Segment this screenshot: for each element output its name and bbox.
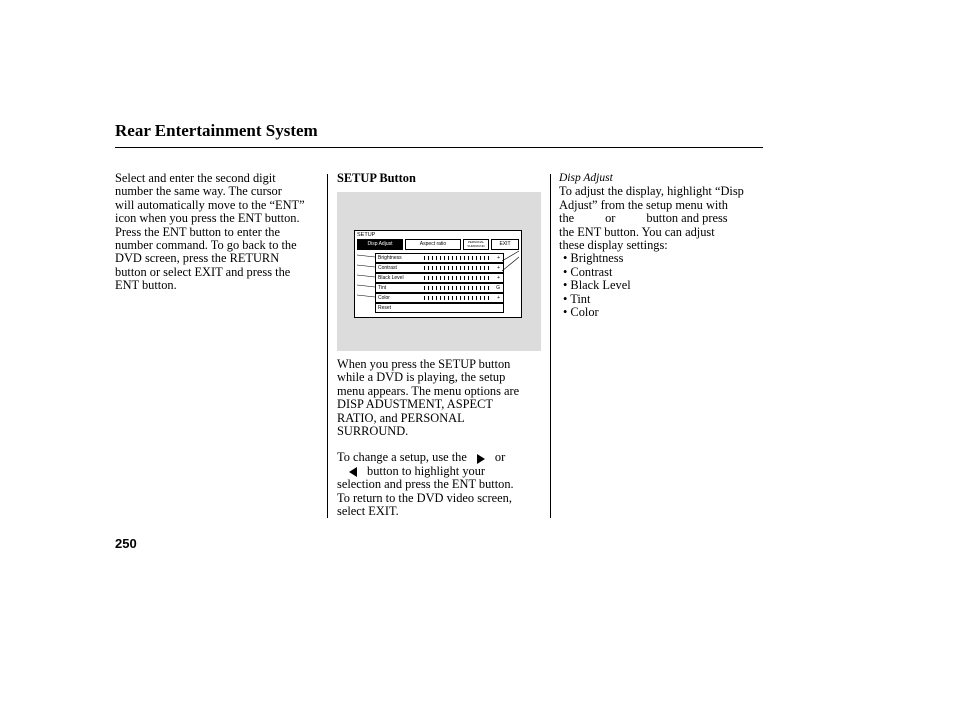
page-title: Rear Entertainment System — [115, 121, 318, 140]
leader-lines — [355, 231, 521, 317]
column-2-text — [337, 172, 545, 185]
tab-disp-adjust: Disp Adjust — [357, 239, 403, 250]
row-end: + — [497, 295, 500, 301]
text-line: SURROUND. — [337, 424, 409, 439]
left-arrow-icon — [349, 467, 357, 477]
row-end: + — [497, 265, 500, 271]
row-label: Brightness — [378, 255, 402, 261]
text-line: number command. To go back to the — [115, 238, 297, 253]
text-line: To adjust the display, highlight “Disp — [559, 184, 744, 199]
row-label: Black Level — [378, 275, 404, 281]
column-3-text — [559, 172, 764, 319]
row-label: Color — [378, 295, 390, 301]
row-label: Reset — [378, 305, 392, 311]
tab-aspect-ratio: Aspect ratio — [405, 239, 461, 250]
text-line: the or button and press — [559, 211, 728, 226]
text-run: or — [494, 450, 506, 465]
text-line: will automatically move to the “ENT” — [115, 197, 305, 212]
list-item: • Contrast — [563, 264, 613, 279]
row-end: + — [497, 255, 500, 261]
list-item: • Color — [563, 305, 599, 320]
setup-screen — [354, 230, 522, 318]
text-line: icon when you press the ENT button. — [115, 211, 300, 226]
text-line: the ENT button. You can adjust — [559, 224, 715, 239]
row-end: G — [496, 285, 500, 291]
row-label: Tint — [378, 285, 387, 291]
text-run: button to highlight your — [367, 463, 486, 478]
text-line: these display settings: — [559, 238, 668, 253]
text-line: while a DVD is playing, the setup — [337, 370, 506, 385]
right-arrow-icon — [477, 454, 485, 464]
row-label: Contrast — [378, 265, 397, 271]
screen-title: SETUP — [357, 232, 376, 238]
column-divider-1 — [327, 174, 328, 518]
text-line: RATIO, and PERSONAL — [337, 410, 465, 425]
tab-personal-surround: PERSONAL SURROUND — [463, 239, 489, 250]
text-line: select EXIT. — [337, 504, 399, 519]
text-line: When you press the SETUP button — [337, 357, 511, 371]
text-line: To return to the DVD video screen, — [337, 490, 512, 505]
text-line — [337, 465, 545, 478]
title-divider — [115, 147, 763, 148]
text-line: selection and press the ENT button. — [337, 477, 514, 492]
text-line: DVD screen, press the RETURN — [115, 251, 280, 266]
text-line — [337, 451, 545, 464]
text-line: ENT button. — [115, 278, 177, 293]
text-line: menu appears. The menu options are — [337, 383, 520, 398]
tab-exit: EXIT — [491, 239, 519, 250]
text-line: button or select EXIT and press the — [115, 264, 291, 279]
setup-button-heading: SETUP Button — [337, 171, 416, 185]
disp-adjust-subheading: Disp Adjust — [559, 172, 613, 184]
text-line: Adjust” from the setup menu with — [559, 197, 728, 212]
row-end: + — [497, 275, 500, 281]
list-item: • Brightness — [563, 251, 624, 266]
text-run: To change a setup, use the — [337, 450, 467, 465]
column-2-body — [337, 358, 545, 518]
list-item: • Black Level — [563, 278, 631, 293]
text-line: Press the ENT button to enter the — [115, 224, 280, 239]
column-divider-2 — [550, 174, 551, 518]
page-number: 250 — [115, 536, 137, 551]
text-line: Select and enter the second digit — [115, 171, 276, 185]
list-item: • Tint — [563, 291, 591, 306]
column-1-text — [115, 172, 325, 293]
text-line: number the same way. The cursor — [115, 184, 282, 199]
text-line: DISP ADUSTMENT, ASPECT — [337, 397, 493, 412]
